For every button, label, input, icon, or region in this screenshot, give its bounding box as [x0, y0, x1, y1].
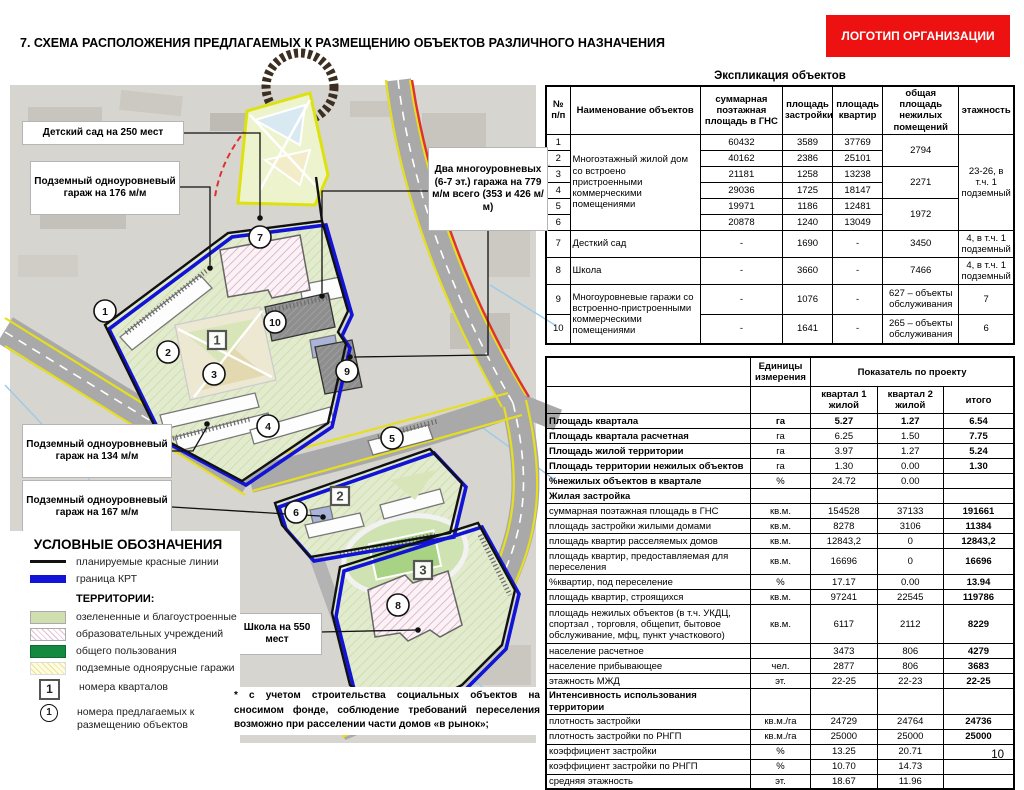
- legend-item-label: общего пользования: [76, 645, 177, 658]
- total-value-cell: [943, 774, 1014, 789]
- table-cell: 1: [546, 134, 570, 150]
- table-cell: 2271: [883, 166, 959, 198]
- footnote: * с учетом строительства социальных объектов на сносимом фонде, соблюдение требований переселения возможно при расселении части домов «в рынок»;: [232, 687, 542, 735]
- table-cell: Десткий сад: [570, 230, 700, 257]
- object-number-swatch: 1: [40, 704, 58, 722]
- table-cell: 1076: [782, 284, 832, 314]
- unit-cell: кв.м.: [750, 549, 810, 575]
- total-value-cell: [943, 759, 1014, 774]
- legend-item: [30, 662, 240, 675]
- quarter1-value-cell: 16696: [811, 549, 877, 575]
- table-cell: 2794: [883, 134, 959, 166]
- unit-cell: эт.: [750, 674, 810, 689]
- table-cell: 1258: [782, 166, 832, 182]
- table-cell: 5: [546, 198, 570, 214]
- quarter2-value-cell: 22545: [877, 590, 943, 605]
- quarter1-value-cell: 5.27: [811, 414, 877, 429]
- table-cell: 2: [546, 150, 570, 166]
- table-cell: 19971: [700, 198, 782, 214]
- quarter2-value-cell: 3106: [877, 519, 943, 534]
- table1-head: [546, 86, 1014, 134]
- unit-cell: кв.м.: [750, 504, 810, 519]
- quarter1-value-cell: 154528: [811, 504, 877, 519]
- table-cell: 1186: [782, 198, 832, 214]
- table-row: [546, 605, 1014, 644]
- object-number-label: 10: [269, 316, 281, 329]
- total-value-cell: 11384: [943, 519, 1014, 534]
- quarter2-value-cell: 0: [877, 549, 943, 575]
- table-row: [546, 549, 1014, 575]
- total-value-cell: 24736: [943, 714, 1014, 729]
- table-cell: 2386: [782, 150, 832, 166]
- unit-cell: кв.м./га: [750, 714, 810, 729]
- line-blue-swatch: [30, 575, 66, 583]
- unit-cell: кв.м./га: [750, 729, 810, 744]
- quarter2-value-cell: 806: [877, 644, 943, 659]
- section-label-cell: Интенсивность использования территории: [546, 689, 750, 714]
- table-cell: Школа: [570, 257, 700, 284]
- table-cell: 1240: [782, 214, 832, 230]
- quarter2-value-cell: 1.27: [877, 414, 943, 429]
- unit-cell: га: [750, 444, 810, 459]
- legend-item: [30, 556, 240, 569]
- table1-body: [546, 134, 1014, 344]
- indicator-label-cell: %квартир, под переселение: [546, 575, 750, 590]
- callout-label: Школа на 550 мест: [232, 613, 322, 655]
- callout-label: Детский сад на 250 мест: [22, 121, 184, 145]
- indicator-label-cell: этажность МЖД: [546, 674, 750, 689]
- table-row: [546, 474, 1014, 489]
- table-cell: [750, 689, 810, 714]
- table2-head: [546, 357, 1014, 414]
- unit-cell: %: [750, 759, 810, 774]
- unit-cell: га: [750, 429, 810, 444]
- quarter2-value-cell: 22-23: [877, 674, 943, 689]
- legend-item-label: образовательных учреждений: [76, 628, 224, 641]
- object-number-label: 1: [102, 305, 108, 318]
- total-value-cell: 8229: [943, 605, 1014, 644]
- table-cell: 7: [959, 284, 1014, 314]
- indicator-label-cell: площадь застройки жилыми домами: [546, 519, 750, 534]
- table-row: [546, 759, 1014, 774]
- table-row: [546, 534, 1014, 549]
- legend-item-label: номера предлагаемых к размещению объектов: [77, 706, 195, 731]
- legend-subheading: ТЕРРИТОРИИ:: [76, 593, 155, 606]
- table2-header-cell: [750, 387, 810, 414]
- unit-cell: кв.м.: [750, 605, 810, 644]
- table-cell: 25101: [833, 150, 883, 166]
- indicator-label-cell: площадь квартир, предоставляемая для переселения: [546, 549, 750, 575]
- table2-body: [546, 414, 1014, 789]
- quarter2-value-cell: 24764: [877, 714, 943, 729]
- section-label-cell: Жилая застройка: [546, 489, 750, 504]
- table-row: [546, 519, 1014, 534]
- quarter-number-swatch: 1: [39, 679, 60, 700]
- table-cell: -: [700, 314, 782, 344]
- quarter2-value-cell: 806: [877, 659, 943, 674]
- total-value-cell: [943, 474, 1014, 489]
- table1-header-cell: общая площадь нежилых помещений: [883, 86, 959, 134]
- table-cell: 6: [546, 214, 570, 230]
- quarter2-value-cell: 11.96: [877, 774, 943, 789]
- table-cell: [811, 489, 877, 504]
- quarter1-value-cell: 25000: [811, 729, 877, 744]
- indicator-label-cell: суммарная поэтажная площадь в ГНС: [546, 504, 750, 519]
- quarter1-value-cell: 18.67: [811, 774, 877, 789]
- unit-cell: га: [750, 459, 810, 474]
- page-number: 10: [991, 749, 1004, 761]
- table-cell: 18147: [833, 182, 883, 198]
- table-cell: 10: [546, 314, 570, 344]
- table-cell: 40162: [700, 150, 782, 166]
- unit-cell: %: [750, 744, 810, 759]
- table-cell: -: [833, 314, 883, 344]
- total-value-cell: 12843,2: [943, 534, 1014, 549]
- table-cell: [943, 489, 1014, 504]
- table-cell: 1972: [883, 198, 959, 230]
- legend-item: [30, 679, 240, 700]
- table-row: [546, 284, 1014, 314]
- total-value-cell: 25000: [943, 729, 1014, 744]
- table1-header-row: [546, 86, 1014, 134]
- legend-title: УСЛОВНЫЕ ОБОЗНАЧЕНИЯ: [33, 537, 223, 552]
- indicator-label-cell: Площадь территории нежилых объектов: [546, 459, 750, 474]
- unit-cell: кв.м.: [750, 590, 810, 605]
- object-number-label: 4: [265, 420, 271, 433]
- table-cell: -: [700, 257, 782, 284]
- quarter1-value-cell: 12843,2: [811, 534, 877, 549]
- indicator-label-cell: население расчетное: [546, 644, 750, 659]
- unit-cell: кв.м.: [750, 534, 810, 549]
- table-row: [546, 429, 1014, 444]
- table-cell: 265 – объекты обслуживания: [883, 314, 959, 344]
- swatch-green-swatch: [30, 645, 66, 658]
- table-row: [546, 659, 1014, 674]
- table2-header-cell: итого: [943, 387, 1014, 414]
- quarter1-value-cell: 13.25: [811, 744, 877, 759]
- section-row: [546, 489, 1014, 504]
- quarter2-value-cell: 37133: [877, 504, 943, 519]
- table-cell: 6: [959, 314, 1014, 344]
- unit-cell: %: [750, 474, 810, 489]
- table-row: [546, 644, 1014, 659]
- table2-header-row: [546, 357, 1014, 387]
- table-row: [546, 729, 1014, 744]
- indicator-label-cell: коэффициент застройки: [546, 744, 750, 759]
- table-cell: [877, 689, 943, 714]
- table-cell: 7466: [883, 257, 959, 284]
- table-row: [546, 414, 1014, 429]
- table-cell: 3: [546, 166, 570, 182]
- table-cell: 627 – объекты обслуживания: [883, 284, 959, 314]
- table-cell: 4, в т.ч. 1 подземный: [959, 257, 1014, 284]
- total-value-cell: 5.24: [943, 444, 1014, 459]
- quarter2-value-cell: 25000: [877, 729, 943, 744]
- table-cell: 1641: [782, 314, 832, 344]
- table1-header-cell: № п/п: [546, 86, 570, 134]
- table-cell: 21181: [700, 166, 782, 182]
- indicator-label-cell: плотность застройки: [546, 714, 750, 729]
- total-value-cell: 7.75: [943, 429, 1014, 444]
- section-row: [546, 689, 1014, 714]
- quarter2-value-cell: 20.71: [877, 744, 943, 759]
- quarter1-value-cell: 24.72: [811, 474, 877, 489]
- indicator-label-cell: Площадь квартала расчетная: [546, 429, 750, 444]
- table-row: [546, 134, 1014, 150]
- table-cell: [943, 689, 1014, 714]
- table-cell: 23-26, в т.ч. 1 подземный: [959, 134, 1014, 230]
- table-row: [546, 257, 1014, 284]
- indicator-label-cell: плотность застройки по РНГП: [546, 729, 750, 744]
- quarter-number-label: 2: [336, 488, 344, 504]
- total-value-cell: 16696: [943, 549, 1014, 575]
- legend-item: [30, 704, 240, 731]
- quarter1-value-cell: 17.17: [811, 575, 877, 590]
- table1-header-cell: суммарная поэтажная площадь в ГНС: [700, 86, 782, 134]
- table-cell: -: [833, 230, 883, 257]
- legend-item: [30, 628, 240, 641]
- table-row: [546, 504, 1014, 519]
- table-cell: [877, 489, 943, 504]
- table-cell: 12481: [833, 198, 883, 214]
- table1-title: Экспликация объектов: [714, 70, 846, 82]
- table-cell: 20878: [700, 214, 782, 230]
- indicator-label-cell: Площадь квартала: [546, 414, 750, 429]
- organization-logo: ЛОГОТИП ОРГАНИЗАЦИИ: [826, 15, 1010, 57]
- object-number-label: 5: [389, 432, 395, 445]
- indicator-label-cell: средняя этажность: [546, 774, 750, 789]
- table-row: [546, 590, 1014, 605]
- table2-header-cell: Единицы измерения: [750, 357, 810, 387]
- total-value-cell: 191661: [943, 504, 1014, 519]
- swatch-sage-swatch: [30, 611, 66, 624]
- indicator-label-cell: %нежилых объектов в квартале: [546, 474, 750, 489]
- table-cell: 3450: [883, 230, 959, 257]
- table-cell: [811, 689, 877, 714]
- quarter2-value-cell: 2112: [877, 605, 943, 644]
- unit-cell: [750, 644, 810, 659]
- object-number-label: 8: [395, 599, 401, 612]
- table-row: [546, 674, 1014, 689]
- table-cell: 9: [546, 284, 570, 314]
- table-row: [546, 575, 1014, 590]
- table-cell: -: [700, 230, 782, 257]
- quarter2-value-cell: 0: [877, 534, 943, 549]
- quarter1-value-cell: 2877: [811, 659, 877, 674]
- quarter1-value-cell: 3473: [811, 644, 877, 659]
- table2-header-cell: [546, 357, 750, 387]
- table-cell: -: [700, 284, 782, 314]
- quarter1-value-cell: 22-25: [811, 674, 877, 689]
- explication-table: [545, 85, 1015, 345]
- table-cell: 37769: [833, 134, 883, 150]
- quarter-number-label: 1: [213, 332, 221, 348]
- map-legend: [10, 531, 240, 743]
- table-cell: 4: [546, 182, 570, 198]
- object-number-label: 6: [293, 506, 299, 519]
- quarter2-value-cell: 0.00: [877, 575, 943, 590]
- table1-header-cell: площадь застройки: [782, 86, 832, 134]
- table-cell: 8: [546, 257, 570, 284]
- table-row: [546, 444, 1014, 459]
- unit-cell: чел.: [750, 659, 810, 674]
- table-cell: 3589: [782, 134, 832, 150]
- quarter2-value-cell: 0.00: [877, 474, 943, 489]
- indicator-label-cell: площадь квартир, строящихся: [546, 590, 750, 605]
- indicator-label-cell: площадь квартир расселяемых домов: [546, 534, 750, 549]
- table-cell: 13049: [833, 214, 883, 230]
- quarter2-value-cell: 14.73: [877, 759, 943, 774]
- unit-cell: %: [750, 575, 810, 590]
- callout-label: Подземный одноуровневый гараж на 134 м/м: [22, 424, 172, 478]
- quarter2-value-cell: 1.50: [877, 429, 943, 444]
- quarter1-value-cell: 97241: [811, 590, 877, 605]
- object-number-label: 7: [257, 231, 263, 244]
- table-cell: 60432: [700, 134, 782, 150]
- legend-item: [30, 611, 240, 624]
- table1-header-cell: этажность: [959, 86, 1014, 134]
- table-cell: 1690: [782, 230, 832, 257]
- table2-header-cell: [546, 387, 750, 414]
- total-value-cell: 22-25: [943, 674, 1014, 689]
- table2-header-cell: квартал 2 жилой: [877, 387, 943, 414]
- table2-subheader-row: [546, 387, 1014, 414]
- indicator-label-cell: коэффициент застройки по РНГП: [546, 759, 750, 774]
- total-value-cell: 119786: [943, 590, 1014, 605]
- legend-items: [16, 556, 240, 731]
- total-value-cell: 4279: [943, 644, 1014, 659]
- swatch-yellow-hatch-swatch: [30, 662, 66, 675]
- quarter1-value-cell: 24729: [811, 714, 877, 729]
- table-cell: 1725: [782, 182, 832, 198]
- indicator-label-cell: Площадь жилой территории: [546, 444, 750, 459]
- table-cell: Многоэтажный жилой дом со встроено пристроенными коммерческими помещениями: [570, 134, 700, 230]
- table2-header-cell: Показатель по проекту: [811, 357, 1014, 387]
- swatch-pink-hatch-swatch: [30, 628, 66, 641]
- table-row: [546, 459, 1014, 474]
- table2-header-cell: квартал 1 жилой: [811, 387, 877, 414]
- legend-item: [30, 573, 240, 586]
- total-value-cell: 1.30: [943, 459, 1014, 474]
- legend-item-label: подземные одноярусные гаражи: [76, 662, 235, 675]
- object-number-label: 2: [165, 346, 171, 359]
- page-title: 7. СХЕМА РАСПОЛОЖЕНИЯ ПРЕДЛАГАЕМЫХ К РАЗМЕЩЕНИЮ ОБЪЕКТОВ РАЗЛИЧНОГО НАЗНАЧЕНИЯ: [20, 36, 665, 50]
- unit-cell: га: [750, 414, 810, 429]
- table-cell: -: [833, 284, 883, 314]
- quarter2-value-cell: 0.00: [877, 459, 943, 474]
- table-cell: 29036: [700, 182, 782, 198]
- unit-cell: эт.: [750, 774, 810, 789]
- indicator-label-cell: площадь нежилых объектов (в т.ч. УКДЦ, спортзал , торговля, общепит, бытовое обслуживание, мфц, пункт участкового): [546, 605, 750, 644]
- table-cell: 7: [546, 230, 570, 257]
- site-plan: [10, 85, 544, 743]
- quarter2-value-cell: 1.27: [877, 444, 943, 459]
- legend-item-label: планируемые красные линии: [76, 556, 219, 568]
- indicator-label-cell: население прибывающее: [546, 659, 750, 674]
- total-value-cell: 13.94: [943, 575, 1014, 590]
- unit-cell: кв.м.: [750, 519, 810, 534]
- table-row: [546, 230, 1014, 257]
- quarter1-value-cell: 3.97: [811, 444, 877, 459]
- quarter1-value-cell: 8278: [811, 519, 877, 534]
- table-row: [546, 774, 1014, 789]
- table1-header-cell: площадь квартир: [833, 86, 883, 134]
- table-row: [546, 744, 1014, 759]
- table-cell: -: [833, 257, 883, 284]
- total-value-cell: 6.54: [943, 414, 1014, 429]
- indicators-table: [545, 356, 1015, 790]
- table1-header-cell: Наименование объектов: [570, 86, 700, 134]
- quarter1-value-cell: 1.30: [811, 459, 877, 474]
- quarter1-value-cell: 6.25: [811, 429, 877, 444]
- object-number-label: 9: [344, 365, 350, 378]
- tables-panel: [545, 70, 1015, 790]
- callout-label: Подземный одноуровневый гараж на 167 м/м: [22, 480, 172, 534]
- table-cell: 4, в т.ч. 1 подземный: [959, 230, 1014, 257]
- table-row: [546, 714, 1014, 729]
- table-cell: Многоуровневые гаражи со встроенно-пристроенными коммерческими помещениями: [570, 284, 700, 344]
- line-black-swatch: [30, 560, 66, 563]
- legend-item-label: озелененные и благоустроенные: [76, 611, 237, 624]
- object-number-label: 3: [211, 368, 217, 381]
- quarter-number-label: 3: [419, 562, 427, 578]
- legend-item-label: номера кварталов: [79, 681, 168, 694]
- total-value-cell: 3683: [943, 659, 1014, 674]
- legend-item-label: граница КРТ: [76, 572, 138, 585]
- quarter1-value-cell: 10.70: [811, 759, 877, 774]
- callout-label: Два многоуровневых (6-7 эт.) гаража на 779 м/м всего (353 и 426 м/м): [428, 147, 548, 231]
- table-cell: [750, 489, 810, 504]
- quarter1-value-cell: 6117: [811, 605, 877, 644]
- legend-item: [30, 645, 240, 658]
- table-cell: 3660: [782, 257, 832, 284]
- table-cell: 13238: [833, 166, 883, 182]
- callout-label: Подземный одноуровневый гараж на 176 м/м: [30, 161, 180, 215]
